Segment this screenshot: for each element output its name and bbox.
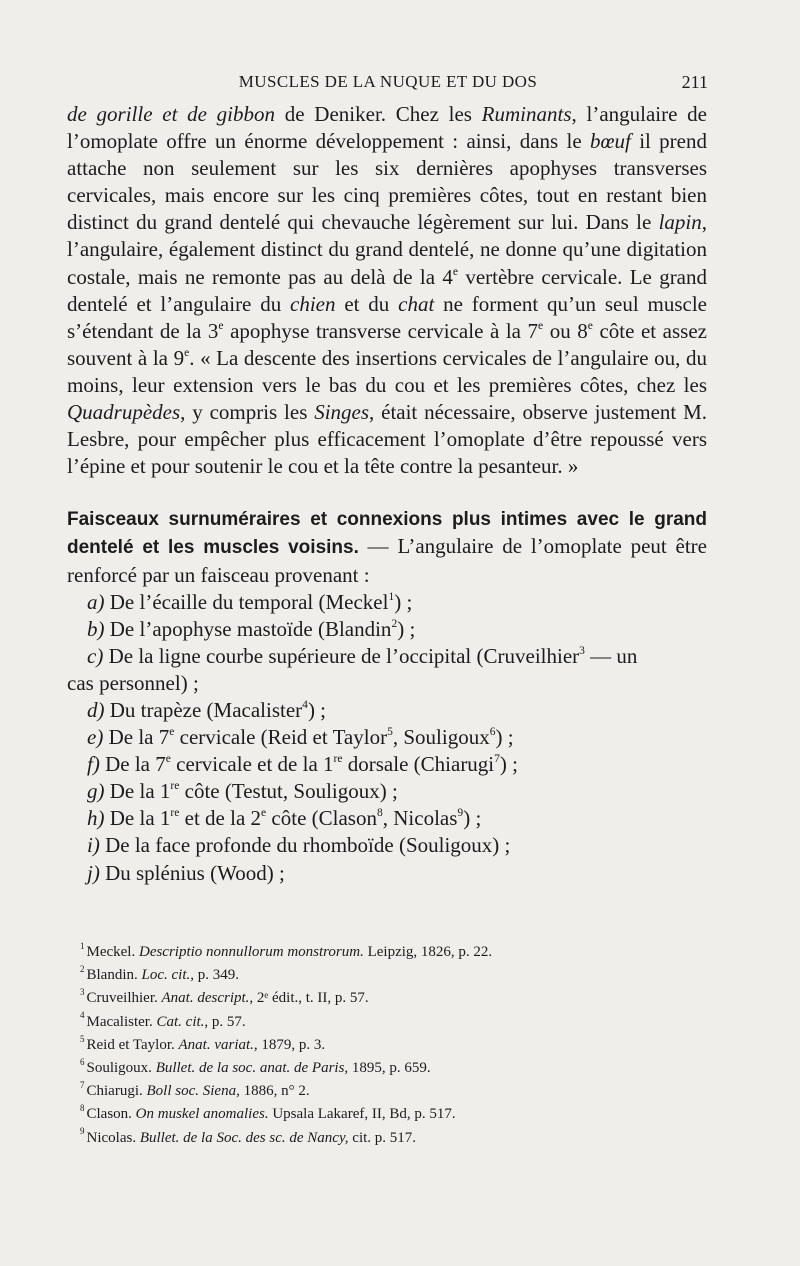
list-item-text: et de la 2	[179, 806, 262, 831]
footnote-number: 1	[80, 940, 85, 951]
list-item-letter: d)	[87, 697, 105, 722]
list-item-text: De la face profonde du rhomboïde (Souligoux) ;	[99, 833, 511, 858]
list-item-text: De la 7	[103, 725, 170, 750]
body-text	[67, 101, 707, 887]
section-heading: Faisceaux surnuméraires et connexions plus intimes avec le grand dentelé et les muscles voisins.	[67, 509, 707, 559]
footnote	[80, 1057, 700, 1080]
footnote-title: Anat. descript.	[161, 990, 250, 1007]
list-item-text: ) ;	[499, 752, 518, 777]
footnote-rest: 1886, n° 2.	[239, 1083, 310, 1100]
list-item-text: ) ;	[307, 697, 327, 722]
list-item-text: côte (Clason	[266, 806, 377, 831]
list-item-text: dorsale (Chiarugi	[342, 752, 495, 777]
running-head	[68, 72, 708, 98]
list-item-letter: g)	[87, 779, 105, 804]
section-intro: — L’angulaire de l’omoplate peut être renforcé par un faisceau provenant :	[67, 534, 707, 587]
superscript: e	[452, 265, 459, 278]
footnote-number: 5	[80, 1033, 85, 1044]
superscript: re	[170, 780, 180, 793]
text-span: , l’angulaire de l’omoplate offre un énorme développement : ainsi, dans le	[67, 102, 707, 154]
list-item	[67, 616, 707, 643]
list-item-text: De la 1	[104, 806, 171, 831]
footnote-number: 9	[80, 1126, 85, 1137]
footnote-title: Loc. cit.	[141, 967, 191, 984]
footnote-author: Clason.	[86, 1106, 136, 1123]
text-span: ou 8	[543, 318, 588, 343]
footnote	[80, 964, 700, 987]
footnote	[80, 1011, 700, 1034]
list-item-text: côte (Testut, Souligoux) ;	[179, 779, 398, 804]
list-item	[67, 860, 707, 887]
list-item-letter: f)	[87, 752, 100, 777]
footnote-rest: , 2ᵉ édit., t. II, p. 57.	[249, 990, 369, 1007]
footnote-author: Blandin.	[86, 967, 142, 984]
footnote-number: 4	[80, 1010, 85, 1021]
list-item-text: De la 7	[99, 752, 166, 777]
list-item-text: ) ;	[397, 616, 416, 641]
italic-text: Singes	[314, 400, 370, 425]
superscript: 7	[494, 752, 500, 765]
list-item-letter: b)	[87, 616, 105, 641]
footnote-author: Nicolas.	[86, 1129, 140, 1146]
superscript: 9	[457, 807, 464, 820]
list-item-letter: e)	[87, 725, 104, 750]
footnote-title: Cat. cit.	[156, 1013, 205, 1030]
footnote-number: 6	[80, 1056, 85, 1067]
list-item	[67, 589, 707, 616]
list-item	[67, 778, 707, 805]
list-item-letter: h)	[87, 806, 105, 831]
list-item-letter: j)	[87, 860, 100, 885]
superscript: 1	[388, 590, 395, 603]
italic-text: bœuf	[590, 129, 631, 154]
page-number: 211	[681, 72, 708, 92]
superscript: 3	[579, 644, 585, 657]
text-span: de Deniker. Chez les	[275, 102, 482, 126]
footnote-title: Descriptio nonnullorum monstrorum.	[138, 944, 364, 960]
list-item-text: Du splénius (Wood) ;	[99, 860, 285, 885]
list-item-letter: c)	[87, 643, 104, 668]
text-span: , était nécessaire, observe justement M. Lesbre, pour empêcher plus efficacement l’omoplate d’être repoussé vers l’épine et pour soutenir le cou et la tête contre la pesanteur. »	[67, 400, 707, 479]
superscript: 4	[302, 698, 308, 711]
list-item	[67, 751, 707, 778]
footnote-rest: , 1879, p. 3.	[253, 1036, 326, 1053]
text-span: et du	[335, 291, 399, 316]
list-item	[67, 832, 707, 859]
footnote-author: Reid et Taylor.	[86, 1036, 179, 1053]
footnotes	[80, 941, 700, 1150]
superscript: e	[218, 319, 224, 332]
footnote-number: 8	[80, 1103, 85, 1114]
footnote-title: Boll soc. Siena,	[146, 1083, 240, 1100]
list-item	[67, 670, 707, 697]
list-item-text: , Souligoux	[392, 725, 490, 750]
italic-text: de gorille et de gibbon	[67, 102, 276, 126]
text-span: . « La descente des insertions cervicales de l’angulaire ou, du moins, leur extension vers le bas du cou et les premières côtes, chez les	[67, 345, 707, 397]
footnote-number: 2	[80, 964, 85, 975]
list-item-letter: i)	[87, 833, 100, 858]
footnote-number: 7	[80, 1080, 85, 1091]
superscript: 5	[387, 725, 393, 738]
list-item-text: , Nicolas	[382, 806, 458, 831]
superscript: e	[261, 807, 267, 820]
text-span: apophyse transverse cervicale à la 7	[223, 318, 539, 343]
footnote	[80, 1034, 700, 1057]
section-faisceaux	[67, 505, 707, 588]
footnote-rest: , p. 349.	[190, 967, 239, 984]
italic-text: Quadrupèdes	[67, 400, 181, 425]
superscript: re	[333, 752, 343, 765]
text-span: vertèbre cervicale. Le grand dentelé et l’angulaire du	[67, 264, 708, 316]
text-span: , l’angulaire, également distinct du grand dentelé, ne donne qu’une digitation costale, mais ne remonte pas au delà de la 4	[67, 210, 707, 289]
footnote-rest: 1895, p. 659.	[348, 1060, 431, 1077]
text-span: , y compris les	[180, 400, 315, 425]
footnote-rest: cit. p. 517.	[348, 1129, 417, 1146]
superscript: e	[184, 346, 190, 359]
list-item	[67, 643, 707, 670]
footnote-author: Chiarugi.	[86, 1083, 147, 1100]
running-title: MUSCLES DE LA NUQUE ET DU DOS	[238, 72, 538, 91]
list-item	[67, 805, 707, 832]
superscript: re	[170, 807, 180, 820]
footnote-author: Macalister.	[86, 1013, 157, 1030]
list-item	[67, 724, 707, 751]
list-item-text: De la 1	[104, 779, 171, 804]
footnote-title: Anat. variat.	[178, 1036, 254, 1053]
text-span: côte et assez souvent à la 9	[67, 318, 707, 370]
superscript: e	[587, 319, 593, 332]
footnote	[80, 1103, 700, 1126]
list-item-text: ) ;	[394, 589, 413, 614]
superscript: e	[538, 319, 544, 332]
footnote-number: 3	[80, 987, 85, 998]
list-item-text: De l’écaille du temporal (Meckel	[104, 589, 389, 614]
list-item-text: — un	[584, 643, 638, 668]
list-item-text: cervicale et de la 1	[170, 752, 334, 777]
superscript: e	[165, 752, 171, 765]
list-item-text: ) ;	[495, 725, 514, 750]
superscript: e	[169, 725, 175, 738]
paragraph-ruminants	[67, 101, 707, 480]
footnote-rest: Upsala Lakaref, II, Bd, p. 517.	[268, 1106, 456, 1123]
text-span: il prend attache non seulement sur les six dernières apophyses transverses cervicales, mais encore sur les cinq premières côtes, tout en restant bien distinct du grand dentelé qui chevauche légèrement sur lui. Dans le	[67, 129, 708, 235]
footnote-author: Cruveilhier.	[86, 990, 162, 1007]
list-item-letter: a)	[87, 589, 105, 614]
superscript: 2	[391, 617, 398, 630]
list-item-text: Du trapèze (Macalister	[104, 697, 303, 722]
italic-text: lapin	[658, 210, 702, 235]
list-item-text: cas personnel) ;	[67, 670, 199, 695]
footnote	[80, 987, 700, 1010]
list-item	[67, 697, 707, 724]
enumerated-list	[67, 589, 707, 887]
footnote-author: Souligoux.	[86, 1060, 156, 1077]
list-item-text: ) ;	[463, 806, 482, 831]
footnote-author: Meckel.	[86, 944, 139, 960]
footnote-rest: , p. 57.	[204, 1013, 246, 1030]
list-item-text: cervicale (Reid et Taylor	[174, 725, 388, 750]
footnote-title: Bullet. de la soc. anat. de Paris,	[155, 1060, 349, 1077]
text-span: ne forment qu’un seul muscle s’étendant de la 3	[67, 291, 707, 343]
italic-text: chien	[290, 291, 336, 316]
footnote	[80, 941, 700, 964]
list-item-text: De l’apophyse mastoïde (Blandin	[104, 616, 392, 641]
italic-text: Ruminants	[481, 102, 572, 126]
footnote	[80, 1080, 700, 1103]
footnote	[80, 1127, 700, 1150]
footnote-title: Bullet. de la Soc. des sc. de Nancy,	[139, 1129, 349, 1146]
footnote-title: On muskel anomalies.	[135, 1106, 269, 1123]
italic-text: chat	[398, 291, 435, 316]
superscript: 6	[489, 725, 496, 738]
footnote-rest: Leipzig, 1826, p. 22.	[363, 944, 493, 960]
superscript: 8	[376, 807, 383, 820]
list-item-text: De la ligne courbe supérieure de l’occipital (Cruveilhier	[103, 643, 580, 668]
